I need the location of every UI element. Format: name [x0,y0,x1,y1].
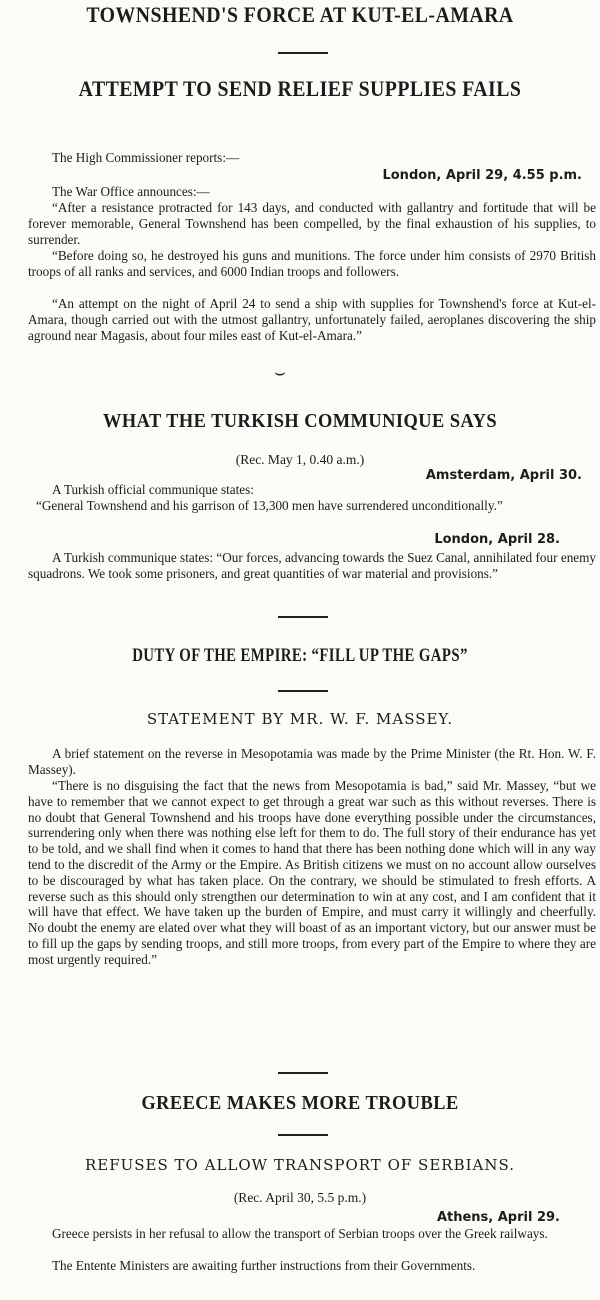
paragraph: A brief statement on the reverse in Mesopotamia was made by the Prime Minister (the Rt. Hon. W. F. Massey). [28,746,596,777]
subhead-massey: STATEMENT BY MR. W. F. MASSEY. [146,710,454,728]
paragraph: “Before doing so, he destroyed his guns and munitions. The force under him consists of 2970 British troops of all ranks and services, and 6000 Indian troops and followers. [28,248,596,279]
paragraph: The Entente Ministers are awaiting further instructions from their Governments. [52,1258,476,1273]
paragraph: A Turkish official communique states: [52,482,254,497]
divider-rule [278,616,328,618]
divider-rule [278,690,328,692]
dateline-london: London, April 28. [434,532,560,547]
dateline-amsterdam: Amsterdam, April 30. [425,468,582,483]
paragraph: “There is no disguising the fact that the news from Mesopotamia is bad,” said Mr. Massey, “but we have to remember that we cannot expect to get through a great war such as this without reverses. There is no doubt that General Townshend and his troops have done everything possible under the circumstances, surrendering only when there was nothing else left for them to do. The full story of their endurance has yet to be told, and we shall find when it comes to hand that there has been nothing done which will in any way tend to the discredit of the Army or the Empire. As British citizens we must on no account allow ourselves to be discouraged by what has taken place. On the contrary, we should be stimulated to fresh efforts. A reverse such as this should only strengthen our determination to win at any cost, and I am confident that it will have that effect. We have taken up the burden of Empire, and must carry it willingly and cheerfully. No doubt the enemy are elated over what they will boast of as an important victory, but our answer must be to fill up the gaps by sending troops, and still more troops, from every part of the Empire to where they are most urgently required.” [28,778,596,967]
paragraph: The War Office announces:— [52,184,210,199]
dateline-athens: Athens, April 29. [436,1210,560,1225]
divider-rule [278,52,328,54]
paragraph: “General Townshend and his garrison of 13,300 men have surrendered unconditionally.” [36,498,503,513]
headline-townshend: TOWNSHEND'S FORCE AT KUT-EL-AMARA [86,2,514,27]
headline-duty: DUTY OF THE EMPIRE: “FILL UP THE GAPS” [132,645,468,666]
divider-rule [278,1072,328,1074]
paragraph: “After a resistance protracted for 143 days, and conducted with gallantry and fortitude that will be forever memorable, General Townshend has been compelled, by the final exhaustion of his supplies, to surrender. [28,200,596,247]
headline-turkish: WHAT THE TURKISH COMMUNIQUE SAYS [102,410,498,432]
received-time: (Rec. May 1, 0.40 a.m.) [235,452,365,467]
received-time: (Rec. April 30, 5.5 p.m.) [233,1190,367,1205]
paragraph: A Turkish communique states: “Our forces, advancing towards the Suez Canal, annihilated four enemy squadrons. We took some prisoners, and great quantities of war material and provisions.” [28,550,596,581]
intro-text: The High Commissioner reports:— [52,150,240,165]
paragraph: Greece persists in her refusal to allow the transport of Serbian troops over the Greek railways. [52,1226,548,1241]
divider-mark: ⌣ [274,362,286,383]
paragraph: “An attempt on the night of April 24 to send a ship with supplies for Townshend's force at Kut-el-Amara, though carried out with the utmost gallantry, unfortunately failed, aeroplanes discovering the ship aground near Magasis, about four miles east of Kut-el-Amara.” [28,296,596,343]
dateline-london: London, April 29, 4.55 p.m. [382,168,582,183]
subhead-relief: ATTEMPT TO SEND RELIEF SUPPLIES FAILS [78,76,522,101]
divider-rule [278,1134,328,1136]
headline-greece: GREECE MAKES MORE TROUBLE [141,1092,459,1114]
subhead-serbians: REFUSES TO ALLOW TRANSPORT OF SERBIANS. [84,1156,515,1174]
